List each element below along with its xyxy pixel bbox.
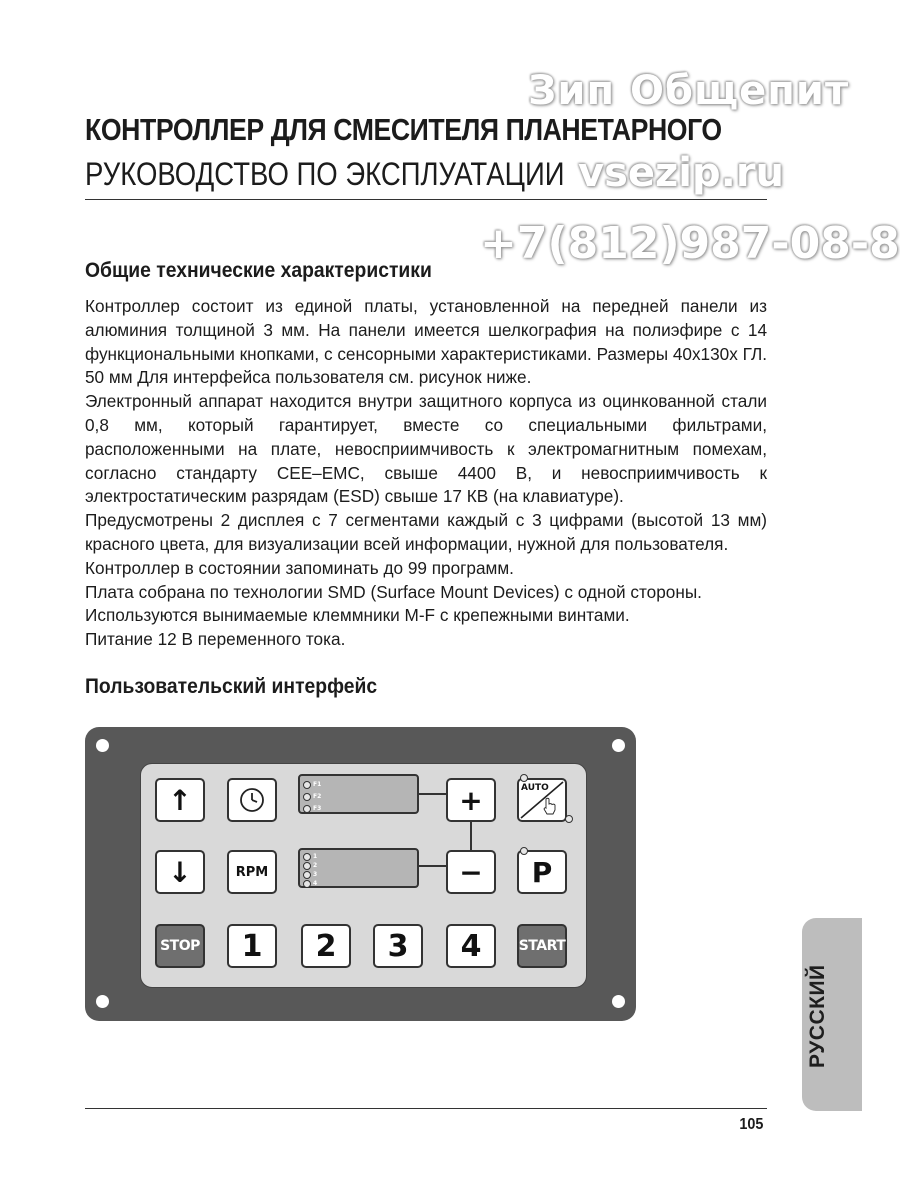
led-indicator	[303, 871, 311, 879]
led-label: 1	[313, 853, 318, 860]
watermark-phone: +7(812)987-08-8	[480, 218, 900, 269]
up-arrow-key: ↑	[155, 778, 205, 822]
language-tab	[802, 918, 862, 1111]
mounting-hole	[612, 739, 625, 752]
led-indicator	[303, 862, 311, 870]
led-indicator	[303, 781, 311, 789]
language-tab-label: РУССКИЙ	[806, 964, 829, 1068]
controller-panel-illustration	[85, 727, 636, 1021]
program-key: P	[517, 850, 567, 894]
program-4-key: 4	[446, 924, 496, 968]
program-3-key: 3	[373, 924, 423, 968]
watermark-company: Зип Общепит	[528, 68, 850, 114]
led-label: F3	[313, 805, 322, 812]
stop-key: STOP	[155, 924, 205, 968]
led-indicator	[565, 815, 573, 823]
mounting-hole	[96, 995, 109, 1008]
led-indicator	[303, 793, 311, 801]
led-indicator	[303, 880, 311, 888]
led-indicator	[520, 774, 528, 782]
plus-key: +	[446, 778, 496, 822]
program-2-key: 2	[301, 924, 351, 968]
connector-line	[417, 793, 446, 795]
led-label: F1	[313, 781, 322, 788]
minus-key: −	[446, 850, 496, 894]
clock-icon	[239, 787, 265, 813]
paragraph: Плата собрана по технологии SMD (Surface Mount Devices) с одной стороны.	[85, 581, 702, 602]
auto-key	[517, 778, 567, 822]
timer-key	[227, 778, 277, 822]
specs-body	[85, 295, 767, 652]
down-arrow-key: ↓	[155, 850, 205, 894]
document-subtitle: РУКОВОДСТВО ПО ЭКСПЛУАТАЦИИ	[85, 156, 565, 192]
program-1-key: 1	[227, 924, 277, 968]
watermark-site: vsezip.ru	[578, 150, 785, 196]
paragraph: Контроллер в состоянии запоминать до 99 программ.	[85, 557, 514, 578]
keypad-face	[140, 763, 587, 988]
document-title: КОНТРОЛЛЕР ДЛЯ СМЕСИТЕЛЯ ПЛАНЕТАРНОГО	[85, 112, 722, 147]
led-indicator	[303, 853, 311, 861]
led-indicator	[303, 805, 311, 813]
rpm-key: RPM	[227, 850, 277, 894]
paragraph: Используются вынимаемые клеммники M-F с крепежными винтами.	[85, 605, 630, 626]
section-heading-ui: Пользовательский интерфейс	[85, 675, 378, 698]
connector-line	[417, 865, 446, 867]
paragraph: Питание 12 В переменного тока.	[85, 629, 346, 650]
section-heading-specs: Общие технические характеристики	[85, 259, 432, 282]
paragraph: Контроллер состоит из единой платы, установленной на передней панели из алюминия толщиной 3 мм. На панели имеется шелкография на полиэфире с 14 функциональными кнопками, с сенсорными характеристиками. Размеры 40х130х ГЛ. 50 мм Для интерфейса пользователя см. рисунок ниже.	[85, 296, 767, 388]
led-label: F2	[313, 793, 322, 800]
auto-label: AUTO	[521, 783, 549, 793]
paragraph: Электронный аппарат находится внутри защитного корпуса из оцинкованной стали 0,8 мм, который гарантирует, вместе со специальными фильтрами, расположенными на плате, невосприимчивость к электромагнитным помехам, согласно стандарту СЕЕ–ЕМС, свыше 4400 В, и невосприимчивость к электростатическим разрядам (ESD) свыше 17 КВ (на клавиатуре).	[85, 391, 767, 507]
mounting-hole	[96, 739, 109, 752]
paragraph: Предусмотрены 2 дисплея с 7 сегментами каждый с 3 цифрами (высотой 13 мм) красного цвета, для визуализации всей информации, нужной для пользователя.	[85, 510, 767, 554]
header-divider	[85, 199, 767, 200]
footer-divider	[85, 1108, 767, 1109]
start-key: START	[517, 924, 567, 968]
led-indicator	[520, 847, 528, 855]
mounting-hole	[612, 995, 625, 1008]
led-label: 2	[313, 862, 318, 869]
led-label: 4	[313, 880, 318, 887]
led-label: 3	[313, 871, 318, 878]
page-number: 105	[739, 1116, 764, 1133]
